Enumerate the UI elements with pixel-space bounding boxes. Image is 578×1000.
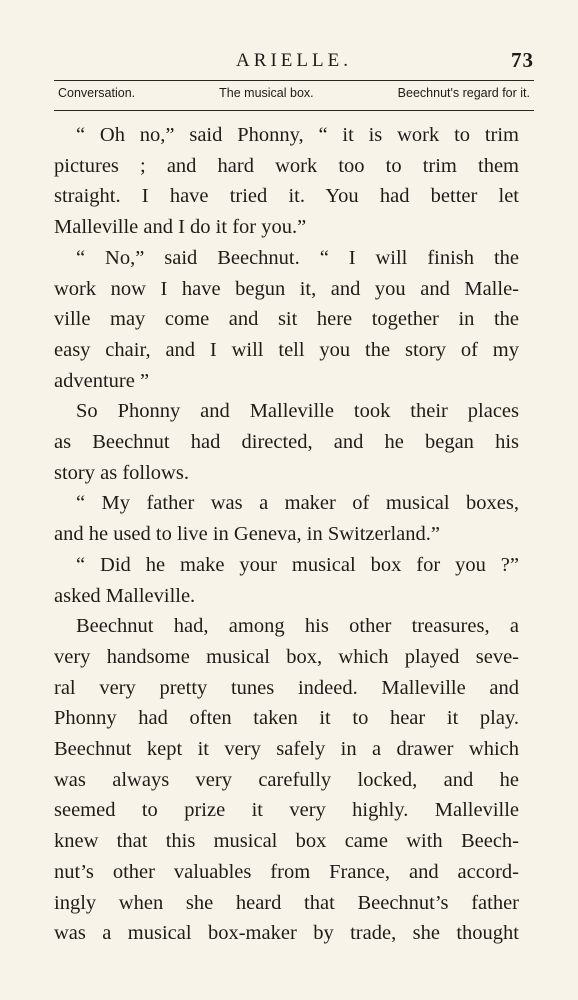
header-rule-top [54,80,534,81]
text-line: seemed to prize it very highly. Malleville [54,799,519,822]
text-line: ingly when she heard that Beechnut’s father [54,891,519,914]
text-line: adventure ” [54,369,150,392]
text-line: story as follows. [54,461,189,484]
text-line: very handsome musical box, which played seve- [54,645,519,668]
text-line: Beechnut kept it very safely in a drawer which [54,738,519,761]
subhead-conversation: Conversation. [58,86,136,100]
body-text [54,120,519,949]
text-line: ral very pretty tunes indeed. Malleville and [54,676,519,699]
chapter-subheads [58,86,530,100]
text-line: and he used to live in Geneva, in Switzerland.” [54,523,440,546]
text-line: Beechnut had, among his other treasures, a [76,615,519,638]
running-title: ARIELLE. [236,50,352,71]
subhead-musical-box: The musical box. [219,86,314,100]
text-line: was always very carefully locked, and he [54,768,519,791]
text-line: straight. I have tried it. You had better let [54,185,519,208]
text-line: as Beechnut had directed, and he began his [54,431,519,454]
header-rule-bottom [54,110,534,111]
text-line: knew that this musical box came with Beech- [54,830,519,853]
text-line: Malleville and I do it for you.” [54,216,307,239]
text-line: work now I have begun it, and you and Malle- [54,277,519,300]
text-line: asked Malleville. [54,584,196,607]
text-line: “ Oh no,” said Phonny, “ it is work to trim [76,124,519,146]
text-line: was a musical box-maker by trade, she thought [54,922,519,945]
subhead-beechnut-regard: Beechnut's regard for it. [397,86,530,100]
text-line: Phonny had often taken it to hear it play. [54,707,519,730]
text-line: easy chair, and I will tell you the story of my [54,338,519,361]
text-line: So Phonny and Malleville took their places [76,400,519,423]
running-head [54,44,534,78]
text-line: “ No,” said Beechnut. “ I will finish the [76,246,519,269]
text-line: ville may come and sit here together in the [54,308,519,331]
text-line: “ My father was a maker of musical boxes, [76,492,519,515]
text-line: “ Did he make your musical box for you ?” [76,553,519,576]
page-number: 73 [511,48,534,72]
text-line: pictures ; and hard work too to trim them [54,154,519,177]
text-line: nut’s other valuables from France, and accord- [54,860,519,883]
